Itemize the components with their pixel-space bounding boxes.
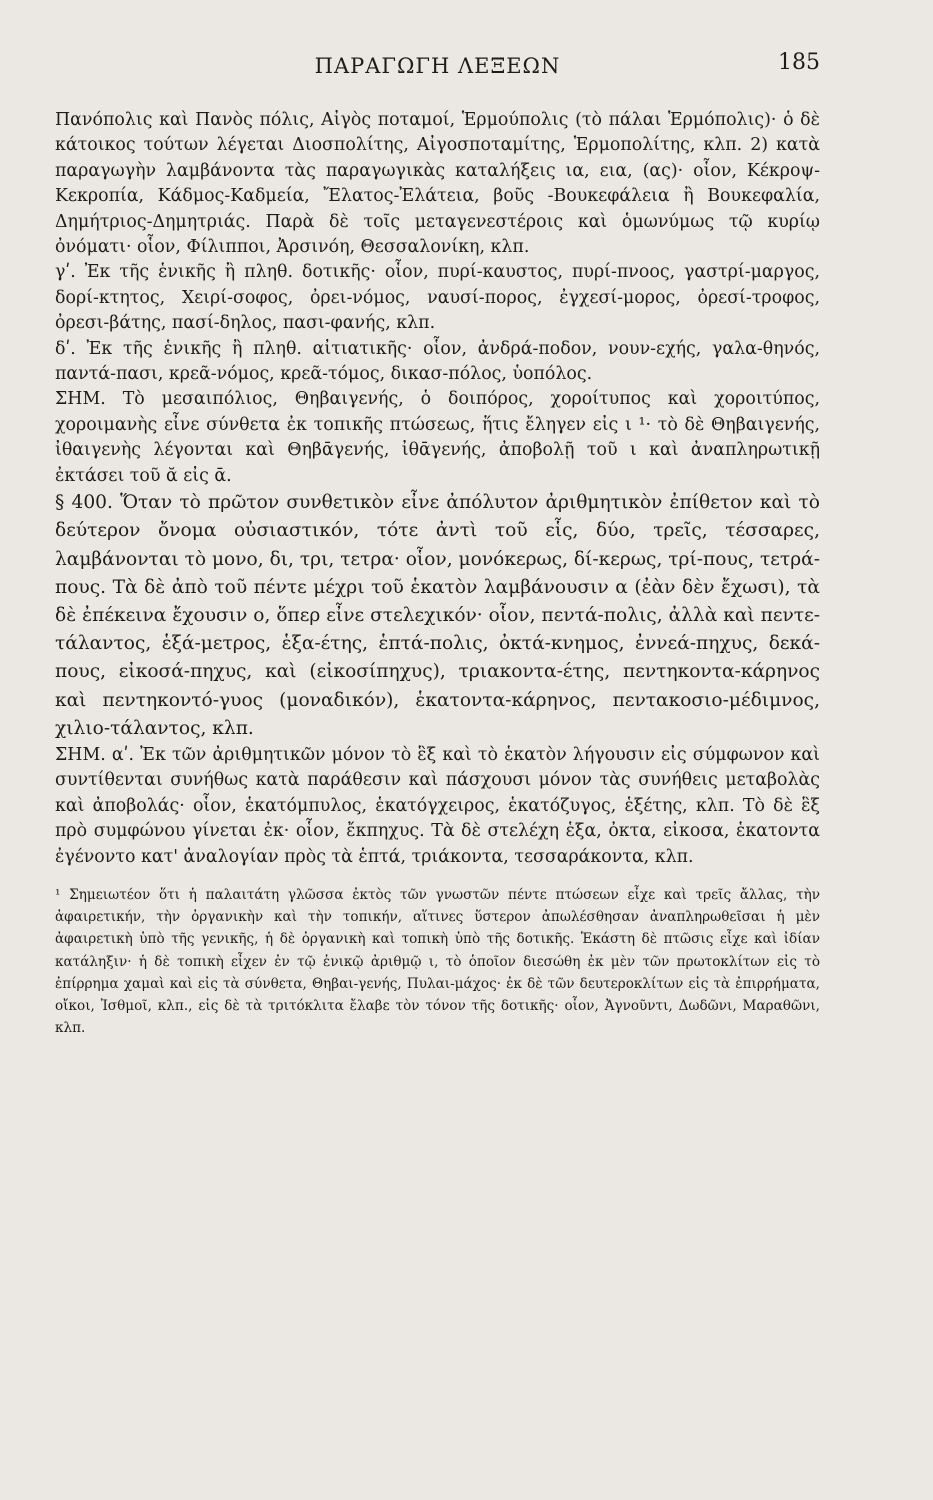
footnote-1: ¹ Σημειωτέον ὅτι ἡ παλαιτάτη γλῶσσα ἐκτὸς τῶν γνωστῶν πέντε πτώσεων εἶχε καὶ τρεῖς ἄλλας, τὴν ἀφαιρετικήν, τὴν ὀργανικὴν καὶ τὴν τοπικήν, αἵτινες ὕστερον ἀπωλέσθησαν ἀναπληρωθεῖσαι ἡ μὲν ἀφαιρετικὴ ὑπὸ τῆς γενικῆς, ἡ δὲ ὀργανικὴ καὶ τοπικὴ ὑπὸ τῆς δοτικῆς. Ἑκάστη δὲ πτῶσις εἶχε καὶ ἰδίαν κατάληξιν· ἡ δὲ τοπικὴ εἶχεν ἐν τῷ ἑνικῷ ἀριθμῷ ι, τὸ ὁποῖον διεσώθη ἐκ μὲν τῶν πρωτοκλίτων εἰς τὸ ἐπίρρημα χαμαὶ καὶ εἰς τὰ σύνθετα, Θηβαι-γενής, Πυλαι-μάχος· ἐκ δὲ τῶν δευτεροκλίτων εἰς τὰ ἐπιρρήματα, οἴκοι, Ἰσθμοῖ, κλπ., εἰς δὲ τὰ τριτόκλιτα ἔλαβε τὸν τόνον τῆς δοτικῆς· οἷον, Ἀγνοῦντι, Δωδῶνι, Μαραθῶνι, κλπ.	[55, 886, 820, 1037]
note-numerals: ΣΗΜ. αʹ. Ἐκ τῶν ἀριθμητικῶν μόνον τὸ ἓξ καὶ τὸ ἑκατὸν λήγουσιν εἰς σύμφωνον καὶ συντίθενται συνήθως κατὰ παράθεσιν καὶ πάσχουσι μόνον τὰς συνήθεις μεταβολὰς καὶ ἀποβολάς· οἷον, ἑκατόμπυλος, ἑκατόγχειρος, ἑκατόζυγος, ἑξέτης, κλπ. Τὸ δὲ ἓξ πρὸ συμφώνου γίνεται ἐκ· οἷον, ἔκπηχυς. Τὰ δὲ στελέχη ἑξα, ὀκτα, εἰκοσα, ἑκατοντα ἐγένοντο κατ' ἀναλογίαν πρὸς τὰ ἑπτά, τριάκοντα, τεσσαράκοντα, κλπ.	[55, 744, 820, 867]
page-header	[55, 0, 820, 106]
section-400: § 400. Ὅταν τὸ πρῶτον συνθετικὸν εἶνε ἀπόλυτον ἀριθμητικὸν ἐπίθετον καὶ τὸ δεύτερον ὄνομα οὐσιαστικόν, τότε ἀντὶ τοῦ εἷς, δύο, τρεῖς, τέσσαρες, λαμβάνονται τὸ μονο, δι, τρι, τετρα· οἷον, μονόκερως, δί-κερως, τρί-πους, τετρά-πους. Τὰ δὲ ἀπὸ τοῦ πέντε μέχρι τοῦ ἑκατὸν λαμβάνουσιν α (ἐὰν δὲν ἔχωσι), τὰ δὲ ἐπέκεινα ἔχουσιν ο, ὅπερ εἶνε στελεχικόν· οἷον, πεντά-πολις, ἀλλὰ καὶ πεντε-τάλαντος, ἑξά-μετρος, ἑξα-έτης, ἑπτά-πολις, ὀκτά-κνημος, ἐννεά-πηχυς, δεκά-πους, εἰκοσά-πηχυς, καὶ (εἰκοσίπηχυς), τριακοντα-έτης, πεντηκοντα-κάρηνος καὶ πεντηκοντό-γυος (μοναδικόν), ἑκατοντα-κάρηνος, πεντακοσιο-μέδιμνος, χιλιο-τάλαντος, κλπ.	[55, 492, 820, 739]
page-number: 185	[778, 50, 820, 75]
paragraph-note-locative: ΣΗΜ. Τὸ μεσαιπόλιος, Θηβαιγενής, ὁ δοιπόρος, χοροίτυπος καὶ χοροιτύπος, χοροιμανὴς εἶνε σύνθετα ἐκ τοπικῆς πτώσεως, ἥτις ἔληγεν εἰς ι ¹· τὸ δὲ Θηβαιγενής, ἰθαιγενὴς λέγονται καὶ Θηβᾱγενής, ἰθᾱγενής, ἀποβολῇ τοῦ ι καὶ ἀναπληρωτικῇ ἐκτάσει τοῦ ᾰ εἰς ᾱ.	[55, 389, 820, 486]
paragraph-dative: γʹ. Ἐκ τῆς ἑνικῆς ἢ πληθ. δοτικῆς· οἷον, πυρί-καυστος, πυρί-πνοος, γαστρί-μαργος, δορί-κτητος, Χειρί-σοφος, ὀρει-νόμος, ναυσί-πορος, ἐγχεσί-μορος, ὀρεσί-τροφος, ὀρεσι-βάτης, πασί-δηλος, πασι-φανής, κλπ.	[55, 262, 820, 334]
paragraph-place-names: Πανόπολις καὶ Πανὸς πόλις, Αἰγὸς ποταμοί, Ἑρμούπολις (τὸ πάλαι Ἑρμόπολις)· ὁ δὲ κάτοικος τούτων λέγεται Διοσπολίτης, Αἰγοσποταμίτης, Ἑρμοπολίτης, κλπ. 2) κατὰ παραγωγὴν λαμβάνοντα τὰς παραγωγικὰς καταλήξεις ια, εια, (ας)· οἷον, Κέκροψ-Κεκροπία, Κάδμος-Καδμεία, Ἔλατος-Ἐλάτεια, βοῦς -Βουκεφάλεια ἢ Βουκεφαλία, Δημήτριος-Δημητριάς. Παρὰ δὲ τοῖς μεταγενεστέροις καὶ ὁμωνύμως τῷ κυρίῳ ὀνόματι· οἷον, Φίλιπποι, Ἀρσινόη, Θεσσαλονίκη, κλπ.	[55, 110, 820, 258]
main-text	[55, 108, 820, 870]
footnotes	[55, 884, 820, 1039]
running-title: ΠΑΡΑΓΩΓΗ ΛΕΞΕΩΝ	[314, 54, 561, 78]
paragraph-accusative: δʹ. Ἐκ τῆς ἑνικῆς ἢ πληθ. αἰτιατικῆς· οἷον, ἀνδρά-ποδον, νουν-εχής, γαλα-θηνός, παντά-πασι, κρεᾶ-νόμος, κρεᾶ-τόμος, δικασ-πόλος, ὑοπόλος.	[55, 338, 820, 385]
